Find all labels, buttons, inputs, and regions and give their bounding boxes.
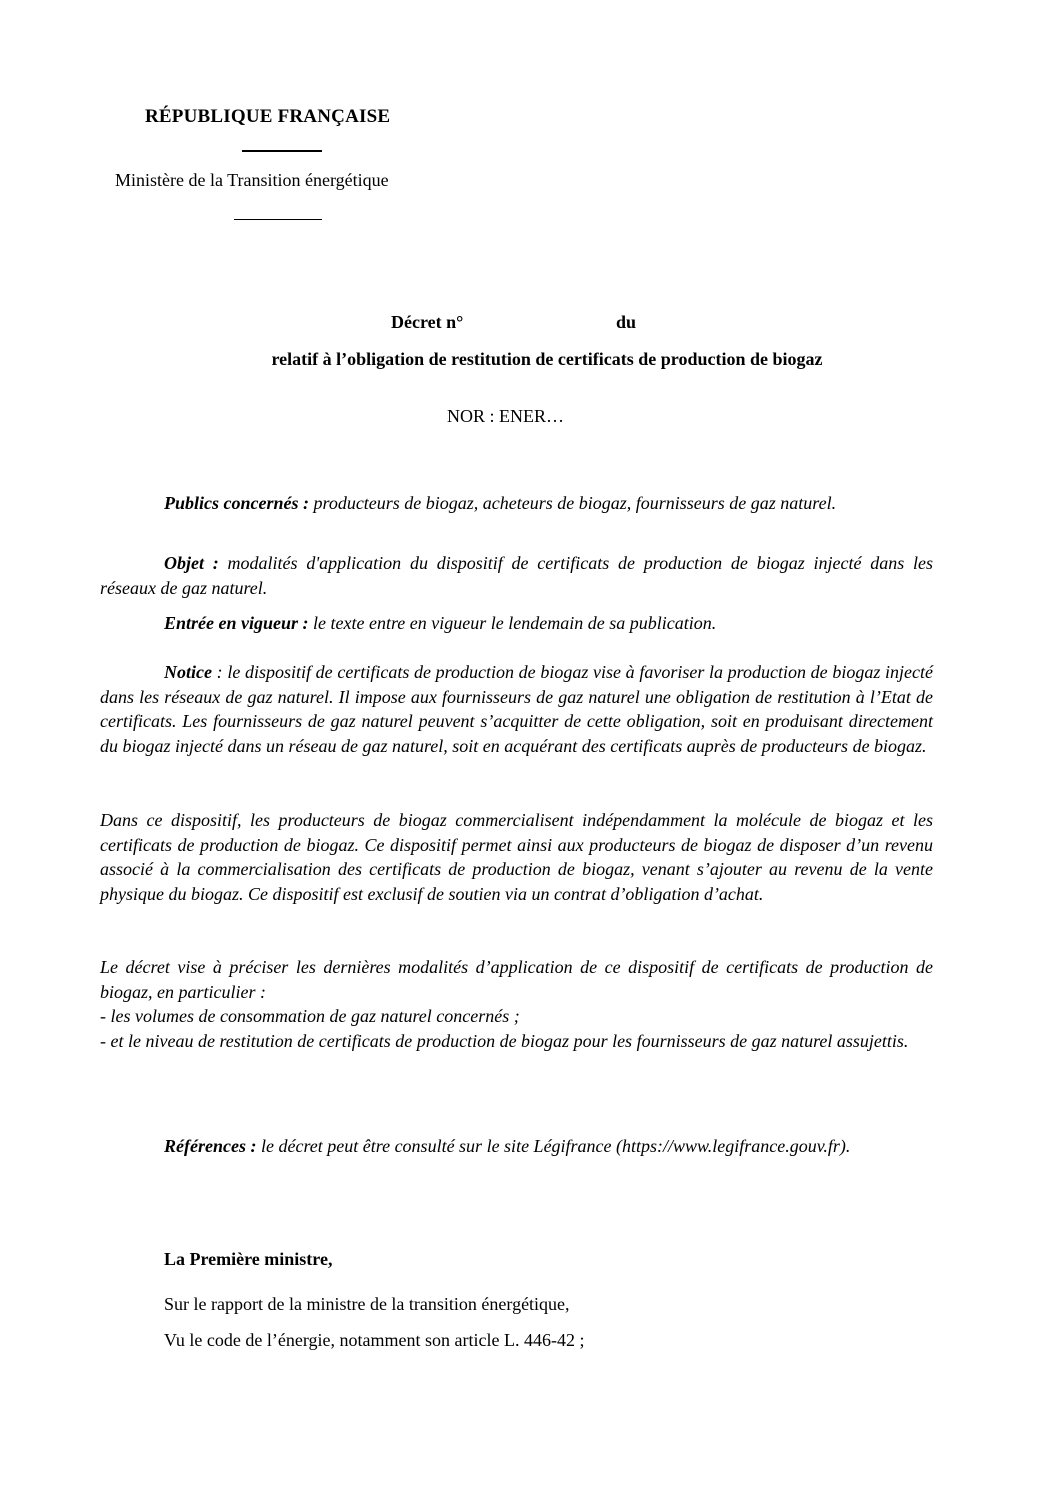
decret-item-volumes: - les volumes de consommation de gaz naturel concernés ; xyxy=(100,1006,520,1026)
nor-reference: NOR : ENER… xyxy=(447,406,564,426)
publics-paragraph xyxy=(100,491,933,516)
visa-code-energie: Vu le code de l’énergie, notamment son article L. 446-42 ; xyxy=(164,1330,585,1350)
signatory: La Première ministre, xyxy=(164,1249,333,1269)
decret-intro: Le décret vise à préciser les dernières modalités d’application de ce dispositif de certificats de production de biogaz, en particulier : xyxy=(100,957,933,1002)
ministry-divider xyxy=(234,219,322,220)
dispositif-paragraph: Dans ce dispositif, les producteurs de biogaz commercialisent indépendamment la molécule de biogaz et les certificats de production de biogaz. Ce dispositif permet ainsi aux producteurs de biogaz de disposer d’un revenu associé à la commercialisation des certificats de production de biogaz, venant s’ajouter au revenu de la vente physique du biogaz. Ce dispositif est exclusif de soutien via un contrat d’obligation d’achat. xyxy=(100,810,933,904)
references-paragraph xyxy=(100,1134,933,1159)
objet-label: Objet : xyxy=(164,553,219,573)
references-label: Références : xyxy=(164,1136,257,1156)
entree-paragraph xyxy=(100,611,933,636)
notice-text: : le dispositif de certificats de production de biogaz vise à favoriser la production de biogaz injecté dans les réseaux de gaz naturel. Il impose aux fournisseurs de gaz naturel une obligation de restitution à l’Etat de certificats. Les fournisseurs de gaz naturel peuvent s’acquitter de cette obligation, soit en produisant directement du biogaz injecté dans un réseau de gaz naturel, soit en acquérant des certificats auprès de producteurs de biogaz. xyxy=(100,662,933,756)
decree-date-label: du xyxy=(616,312,637,332)
republic-heading: RÉPUBLIQUE FRANÇAISE xyxy=(145,106,391,127)
visa-rapport: Sur le rapport de la ministre de la transition énergétique, xyxy=(164,1294,570,1314)
entree-label: Entrée en vigueur : xyxy=(164,613,309,633)
publics-text: producteurs de biogaz, acheteurs de biogaz, fournisseurs de gaz naturel. xyxy=(308,493,837,513)
notice-label: Notice xyxy=(164,662,212,682)
header-divider xyxy=(242,150,322,152)
decret-item-niveau: - et le niveau de restitution de certificats de production de biogaz pour les fournisseurs de gaz naturel assujettis. xyxy=(100,1030,909,1051)
objet-text: modalités d'application du dispositif de certificats de production de biogaz injecté dans les réseaux de gaz naturel. xyxy=(100,553,934,598)
decret-paragraph xyxy=(100,955,933,1053)
references-text: le décret peut être consulté sur le site Légifrance (https://www.legifrance.gouv.fr). xyxy=(256,1136,851,1156)
decree-subtitle: relatif à l’obligation de restitution de certificats de production de biogaz xyxy=(271,349,823,369)
publics-label: Publics concernés : xyxy=(164,493,309,513)
objet-paragraph xyxy=(100,551,933,600)
entree-text: le texte entre en vigueur le lendemain de sa publication. xyxy=(308,613,717,633)
notice-paragraph xyxy=(100,660,933,758)
ministry-name: Ministère de la Transition énergétique xyxy=(115,170,389,190)
decree-number-label: Décret n° xyxy=(391,312,464,332)
